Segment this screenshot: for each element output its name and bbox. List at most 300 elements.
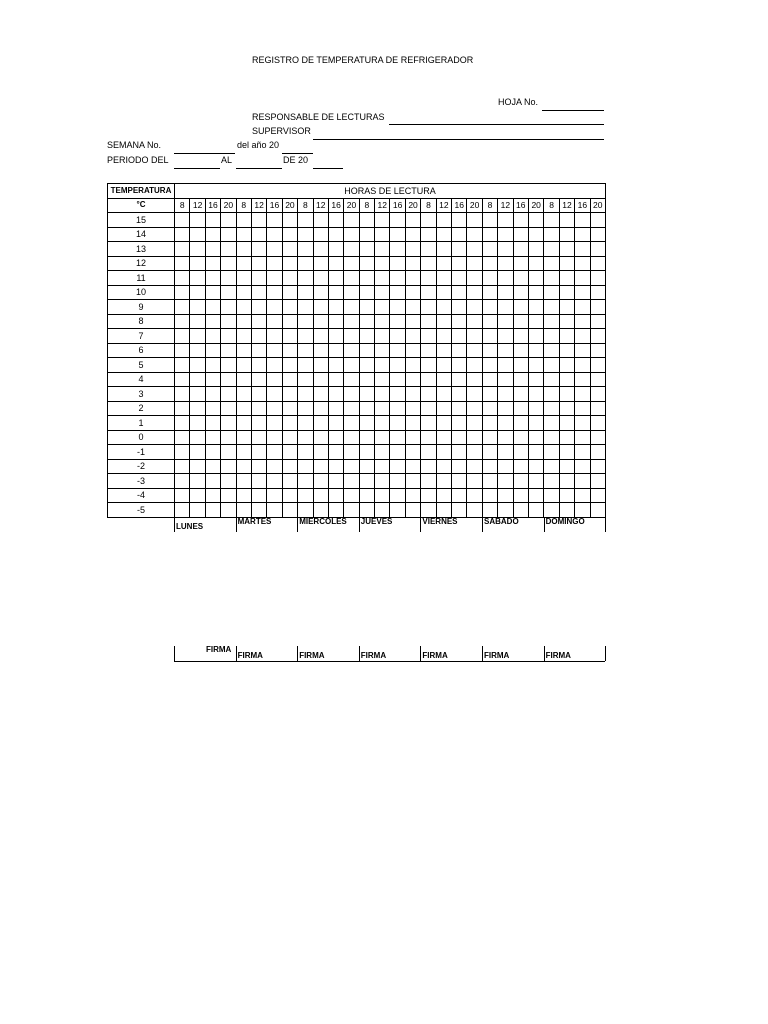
reading-cell[interactable] (421, 401, 436, 416)
reading-cell[interactable] (498, 372, 513, 387)
reading-cell[interactable] (559, 474, 574, 489)
reading-cell[interactable] (482, 358, 497, 373)
reading-cell[interactable] (452, 372, 467, 387)
reading-cell[interactable] (513, 242, 528, 257)
reading-cell[interactable] (205, 488, 220, 503)
reading-cell[interactable] (575, 387, 590, 402)
reading-cell[interactable] (421, 256, 436, 271)
reading-cell[interactable] (544, 285, 559, 300)
reading-cell[interactable] (375, 314, 390, 329)
reading-cell[interactable] (575, 256, 590, 271)
reading-cell[interactable] (436, 213, 451, 228)
reading-cell[interactable] (190, 416, 205, 431)
reading-cell[interactable] (375, 430, 390, 445)
reading-cell[interactable] (482, 474, 497, 489)
reading-cell[interactable] (236, 300, 251, 315)
reading-cell[interactable] (359, 314, 374, 329)
reading-cell[interactable] (498, 503, 513, 518)
reading-cell[interactable] (375, 227, 390, 242)
reading-cell[interactable] (559, 256, 574, 271)
reading-cell[interactable] (405, 503, 420, 518)
reading-cell[interactable] (313, 271, 328, 286)
reading-cell[interactable] (251, 503, 266, 518)
reading-cell[interactable] (482, 503, 497, 518)
reading-cell[interactable] (544, 488, 559, 503)
reading-cell[interactable] (590, 416, 605, 431)
reading-cell[interactable] (528, 474, 543, 489)
reading-cell[interactable] (544, 416, 559, 431)
reading-cell[interactable] (175, 474, 190, 489)
reading-cell[interactable] (498, 213, 513, 228)
reading-cell[interactable] (498, 343, 513, 358)
reading-cell[interactable] (452, 271, 467, 286)
reading-cell[interactable] (467, 387, 482, 402)
reading-cell[interactable] (544, 358, 559, 373)
reading-cell[interactable] (559, 242, 574, 257)
reading-cell[interactable] (528, 256, 543, 271)
reading-cell[interactable] (528, 300, 543, 315)
reading-cell[interactable] (205, 343, 220, 358)
reading-cell[interactable] (205, 372, 220, 387)
reading-cell[interactable] (590, 256, 605, 271)
reading-cell[interactable] (436, 474, 451, 489)
reading-cell[interactable] (467, 256, 482, 271)
reading-cell[interactable] (390, 242, 405, 257)
reading-cell[interactable] (359, 387, 374, 402)
reading-cell[interactable] (575, 503, 590, 518)
reading-cell[interactable] (405, 227, 420, 242)
reading-cell[interactable] (190, 503, 205, 518)
reading-cell[interactable] (467, 372, 482, 387)
reading-cell[interactable] (344, 271, 359, 286)
reading-cell[interactable] (251, 445, 266, 460)
reading-cell[interactable] (498, 256, 513, 271)
reading-cell[interactable] (313, 488, 328, 503)
reading-cell[interactable] (436, 416, 451, 431)
reading-cell[interactable] (421, 430, 436, 445)
reading-cell[interactable] (390, 343, 405, 358)
reading-cell[interactable] (482, 213, 497, 228)
reading-cell[interactable] (467, 213, 482, 228)
reading-cell[interactable] (282, 459, 297, 474)
reading-cell[interactable] (221, 300, 236, 315)
reading-cell[interactable] (298, 488, 313, 503)
reading-cell[interactable] (344, 416, 359, 431)
reading-cell[interactable] (236, 387, 251, 402)
reading-cell[interactable] (452, 459, 467, 474)
reading-cell[interactable] (513, 329, 528, 344)
reading-cell[interactable] (559, 314, 574, 329)
reading-cell[interactable] (498, 445, 513, 460)
reading-cell[interactable] (436, 503, 451, 518)
reading-cell[interactable] (498, 387, 513, 402)
reading-cell[interactable] (282, 430, 297, 445)
responsable-field[interactable] (389, 124, 604, 125)
reading-cell[interactable] (590, 300, 605, 315)
reading-cell[interactable] (313, 372, 328, 387)
reading-cell[interactable] (236, 503, 251, 518)
reading-cell[interactable] (236, 445, 251, 460)
reading-cell[interactable] (467, 474, 482, 489)
reading-cell[interactable] (375, 503, 390, 518)
reading-cell[interactable] (205, 285, 220, 300)
reading-cell[interactable] (467, 488, 482, 503)
reading-cell[interactable] (528, 387, 543, 402)
reading-cell[interactable] (421, 314, 436, 329)
reading-cell[interactable] (467, 329, 482, 344)
reading-cell[interactable] (513, 271, 528, 286)
reading-cell[interactable] (421, 372, 436, 387)
reading-cell[interactable] (421, 445, 436, 460)
reading-cell[interactable] (298, 343, 313, 358)
reading-cell[interactable] (575, 271, 590, 286)
reading-cell[interactable] (251, 430, 266, 445)
reading-cell[interactable] (375, 285, 390, 300)
reading-cell[interactable] (251, 285, 266, 300)
reading-cell[interactable] (328, 372, 343, 387)
reading-cell[interactable] (528, 314, 543, 329)
reading-cell[interactable] (528, 503, 543, 518)
reading-cell[interactable] (313, 256, 328, 271)
reading-cell[interactable] (436, 372, 451, 387)
reading-cell[interactable] (175, 430, 190, 445)
reading-cell[interactable] (467, 459, 482, 474)
reading-cell[interactable] (498, 401, 513, 416)
reading-cell[interactable] (375, 445, 390, 460)
reading-cell[interactable] (313, 300, 328, 315)
reading-cell[interactable] (482, 285, 497, 300)
reading-cell[interactable] (251, 488, 266, 503)
reading-cell[interactable] (344, 401, 359, 416)
reading-cell[interactable] (298, 401, 313, 416)
reading-cell[interactable] (328, 314, 343, 329)
reading-cell[interactable] (375, 387, 390, 402)
reading-cell[interactable] (590, 271, 605, 286)
reading-cell[interactable] (405, 300, 420, 315)
reading-cell[interactable] (436, 459, 451, 474)
reading-cell[interactable] (575, 459, 590, 474)
reading-cell[interactable] (513, 213, 528, 228)
reading-cell[interactable] (282, 256, 297, 271)
reading-cell[interactable] (452, 503, 467, 518)
reading-cell[interactable] (190, 343, 205, 358)
reading-cell[interactable] (251, 416, 266, 431)
reading-cell[interactable] (452, 488, 467, 503)
reading-cell[interactable] (390, 285, 405, 300)
reading-cell[interactable] (528, 372, 543, 387)
reading-cell[interactable] (421, 227, 436, 242)
reading-cell[interactable] (498, 285, 513, 300)
reading-cell[interactable] (282, 213, 297, 228)
signature-label-5[interactable]: FIRMA (484, 651, 510, 660)
reading-cell[interactable] (375, 474, 390, 489)
reading-cell[interactable] (205, 300, 220, 315)
reading-cell[interactable] (482, 459, 497, 474)
reading-cell[interactable] (528, 488, 543, 503)
reading-cell[interactable] (590, 285, 605, 300)
reading-cell[interactable] (221, 271, 236, 286)
reading-cell[interactable] (421, 343, 436, 358)
reading-cell[interactable] (282, 445, 297, 460)
reading-cell[interactable] (313, 213, 328, 228)
reading-cell[interactable] (390, 372, 405, 387)
reading-cell[interactable] (575, 329, 590, 344)
reading-cell[interactable] (482, 430, 497, 445)
reading-cell[interactable] (267, 227, 282, 242)
supervisor-field[interactable] (313, 139, 604, 140)
reading-cell[interactable] (575, 358, 590, 373)
reading-cell[interactable] (282, 329, 297, 344)
reading-cell[interactable] (390, 474, 405, 489)
reading-cell[interactable] (528, 271, 543, 286)
reading-cell[interactable] (175, 387, 190, 402)
signature-label-0[interactable]: FIRMA (206, 645, 232, 654)
reading-cell[interactable] (590, 430, 605, 445)
reading-cell[interactable] (190, 387, 205, 402)
reading-cell[interactable] (575, 445, 590, 460)
reading-cell[interactable] (575, 213, 590, 228)
reading-cell[interactable] (575, 488, 590, 503)
reading-cell[interactable] (375, 242, 390, 257)
reading-cell[interactable] (544, 242, 559, 257)
reading-cell[interactable] (221, 430, 236, 445)
reading-cell[interactable] (498, 430, 513, 445)
reading-cell[interactable] (236, 459, 251, 474)
reading-cell[interactable] (405, 329, 420, 344)
reading-cell[interactable] (221, 474, 236, 489)
reading-cell[interactable] (344, 430, 359, 445)
reading-cell[interactable] (421, 285, 436, 300)
reading-cell[interactable] (282, 387, 297, 402)
reading-cell[interactable] (267, 242, 282, 257)
reading-cell[interactable] (251, 343, 266, 358)
reading-cell[interactable] (205, 271, 220, 286)
reading-cell[interactable] (482, 387, 497, 402)
reading-cell[interactable] (251, 372, 266, 387)
reading-cell[interactable] (298, 285, 313, 300)
reading-cell[interactable] (221, 387, 236, 402)
reading-cell[interactable] (175, 372, 190, 387)
reading-cell[interactable] (328, 329, 343, 344)
reading-cell[interactable] (359, 271, 374, 286)
reading-cell[interactable] (559, 372, 574, 387)
reading-cell[interactable] (575, 285, 590, 300)
reading-cell[interactable] (190, 285, 205, 300)
reading-cell[interactable] (590, 329, 605, 344)
reading-cell[interactable] (221, 242, 236, 257)
reading-cell[interactable] (359, 256, 374, 271)
reading-cell[interactable] (267, 358, 282, 373)
semana-field[interactable] (174, 153, 235, 154)
reading-cell[interactable] (205, 503, 220, 518)
reading-cell[interactable] (282, 242, 297, 257)
reading-cell[interactable] (221, 314, 236, 329)
reading-cell[interactable] (282, 401, 297, 416)
reading-cell[interactable] (528, 213, 543, 228)
reading-cell[interactable] (328, 300, 343, 315)
reading-cell[interactable] (344, 474, 359, 489)
reading-cell[interactable] (528, 242, 543, 257)
reading-cell[interactable] (513, 300, 528, 315)
reading-cell[interactable] (267, 256, 282, 271)
periodo-al-field[interactable] (236, 168, 282, 169)
reading-cell[interactable] (513, 358, 528, 373)
reading-cell[interactable] (359, 488, 374, 503)
reading-cell[interactable] (421, 358, 436, 373)
reading-cell[interactable] (344, 285, 359, 300)
reading-cell[interactable] (205, 474, 220, 489)
reading-cell[interactable] (251, 314, 266, 329)
reading-cell[interactable] (559, 445, 574, 460)
reading-cell[interactable] (436, 445, 451, 460)
reading-cell[interactable] (498, 488, 513, 503)
reading-cell[interactable] (375, 213, 390, 228)
reading-cell[interactable] (298, 459, 313, 474)
reading-cell[interactable] (405, 387, 420, 402)
reading-cell[interactable] (344, 372, 359, 387)
reading-cell[interactable] (575, 401, 590, 416)
reading-cell[interactable] (513, 227, 528, 242)
reading-cell[interactable] (390, 271, 405, 286)
reading-cell[interactable] (482, 227, 497, 242)
reading-cell[interactable] (298, 314, 313, 329)
reading-cell[interactable] (590, 227, 605, 242)
reading-cell[interactable] (575, 227, 590, 242)
reading-cell[interactable] (436, 343, 451, 358)
reading-cell[interactable] (559, 285, 574, 300)
reading-cell[interactable] (344, 256, 359, 271)
reading-cell[interactable] (405, 372, 420, 387)
reading-cell[interactable] (390, 416, 405, 431)
reading-cell[interactable] (205, 401, 220, 416)
reading-cell[interactable] (267, 300, 282, 315)
reading-cell[interactable] (405, 314, 420, 329)
reading-cell[interactable] (544, 213, 559, 228)
reading-cell[interactable] (236, 285, 251, 300)
reading-cell[interactable] (313, 227, 328, 242)
reading-cell[interactable] (313, 358, 328, 373)
reading-cell[interactable] (528, 358, 543, 373)
reading-cell[interactable] (590, 503, 605, 518)
reading-cell[interactable] (328, 430, 343, 445)
reading-cell[interactable] (467, 300, 482, 315)
reading-cell[interactable] (467, 314, 482, 329)
reading-cell[interactable] (436, 256, 451, 271)
reading-cell[interactable] (390, 314, 405, 329)
reading-cell[interactable] (221, 503, 236, 518)
reading-cell[interactable] (482, 271, 497, 286)
reading-cell[interactable] (498, 227, 513, 242)
reading-cell[interactable] (359, 445, 374, 460)
reading-cell[interactable] (221, 329, 236, 344)
reading-cell[interactable] (421, 503, 436, 518)
reading-cell[interactable] (221, 416, 236, 431)
reading-cell[interactable] (236, 416, 251, 431)
reading-cell[interactable] (344, 300, 359, 315)
reading-cell[interactable] (344, 387, 359, 402)
reading-cell[interactable] (344, 358, 359, 373)
reading-cell[interactable] (498, 459, 513, 474)
reading-cell[interactable] (328, 213, 343, 228)
reading-cell[interactable] (498, 314, 513, 329)
signature-label-1[interactable]: FIRMA (237, 651, 263, 660)
reading-cell[interactable] (190, 445, 205, 460)
reading-cell[interactable] (467, 430, 482, 445)
reading-cell[interactable] (236, 271, 251, 286)
reading-cell[interactable] (436, 387, 451, 402)
reading-cell[interactable] (359, 358, 374, 373)
reading-cell[interactable] (482, 314, 497, 329)
reading-cell[interactable] (467, 401, 482, 416)
reading-cell[interactable] (221, 343, 236, 358)
reading-cell[interactable] (559, 343, 574, 358)
reading-cell[interactable] (375, 488, 390, 503)
reading-cell[interactable] (328, 445, 343, 460)
reading-cell[interactable] (313, 416, 328, 431)
reading-cell[interactable] (559, 358, 574, 373)
reading-cell[interactable] (559, 430, 574, 445)
reading-cell[interactable] (175, 503, 190, 518)
reading-cell[interactable] (267, 314, 282, 329)
reading-cell[interactable] (267, 271, 282, 286)
reading-cell[interactable] (190, 213, 205, 228)
reading-cell[interactable] (344, 445, 359, 460)
reading-cell[interactable] (175, 314, 190, 329)
reading-cell[interactable] (421, 416, 436, 431)
reading-cell[interactable] (436, 300, 451, 315)
reading-cell[interactable] (190, 300, 205, 315)
reading-cell[interactable] (452, 256, 467, 271)
reading-cell[interactable] (359, 213, 374, 228)
reading-cell[interactable] (513, 474, 528, 489)
reading-cell[interactable] (375, 358, 390, 373)
reading-cell[interactable] (190, 401, 205, 416)
reading-cell[interactable] (298, 242, 313, 257)
reading-cell[interactable] (205, 314, 220, 329)
reading-cell[interactable] (359, 242, 374, 257)
reading-cell[interactable] (498, 358, 513, 373)
reading-cell[interactable] (344, 329, 359, 344)
reading-cell[interactable] (267, 329, 282, 344)
reading-cell[interactable] (221, 358, 236, 373)
reading-cell[interactable] (390, 329, 405, 344)
reading-cell[interactable] (175, 300, 190, 315)
reading-cell[interactable] (298, 387, 313, 402)
reading-cell[interactable] (513, 416, 528, 431)
reading-cell[interactable] (513, 459, 528, 474)
reading-cell[interactable] (175, 256, 190, 271)
signature-label-3[interactable]: FIRMA (360, 651, 387, 660)
reading-cell[interactable] (528, 329, 543, 344)
reading-cell[interactable] (390, 227, 405, 242)
reading-cell[interactable] (251, 271, 266, 286)
reading-cell[interactable] (390, 445, 405, 460)
reading-cell[interactable] (313, 329, 328, 344)
reading-cell[interactable] (175, 227, 190, 242)
reading-cell[interactable] (375, 416, 390, 431)
reading-cell[interactable] (251, 459, 266, 474)
reading-cell[interactable] (590, 343, 605, 358)
reading-cell[interactable] (528, 401, 543, 416)
reading-cell[interactable] (298, 372, 313, 387)
reading-cell[interactable] (375, 300, 390, 315)
reading-cell[interactable] (344, 503, 359, 518)
reading-cell[interactable] (498, 474, 513, 489)
reading-cell[interactable] (267, 401, 282, 416)
reading-cell[interactable] (359, 343, 374, 358)
reading-cell[interactable] (544, 459, 559, 474)
reading-cell[interactable] (298, 416, 313, 431)
